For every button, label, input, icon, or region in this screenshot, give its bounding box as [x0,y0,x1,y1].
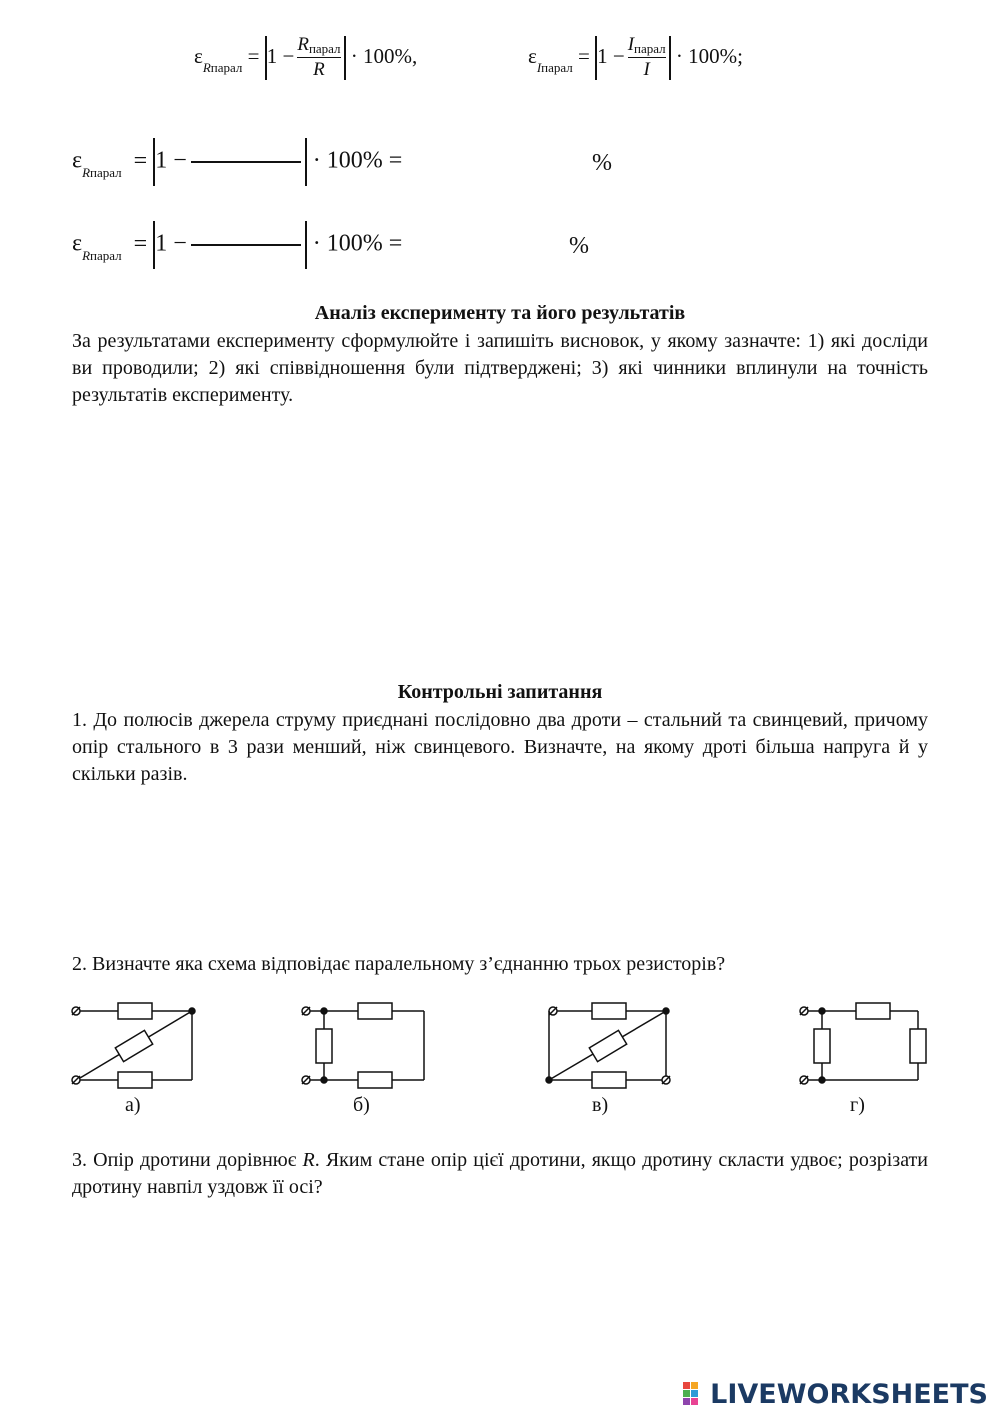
liveworksheets-logo [683,1379,988,1410]
fraction-r: $\frac{\text{Rпарал}}{R}$ [297,34,341,80]
caption-g: г) [850,1094,865,1116]
formula-fill-2: $\varepsilon_{Rпарал} = 1$ − · 100% = [72,221,402,269]
analysis-text: За результатами експерименту сформулюйте і запишіть висновок, у якому зазначте: 1) які досліди ви проводили; 2) які співвідношення були підтверджені; 3) які чинники вплинули на точність результатів експерименту. [72,330,928,406]
circuit-v[interactable] [546,1003,670,1088]
circuit-a[interactable] [72,1003,195,1088]
liveworksheets-logo-icon [683,1382,707,1408]
epsilon-i: ε [528,43,537,68]
percent-answer-1[interactable]: % [592,150,612,176]
questions-heading: Контрольні запитання [397,681,603,703]
liveworksheets-logo-text: LIVEWORKSHEETS [710,1379,988,1410]
formula-definitions-current: $\varepsilon_{Iпарал} = 1$ − $\frac{\text{Iпарал}}{I}$ · 100%; [528,34,743,80]
question-2: 2. Визначте яка схема відповідає паралельному з’єднанню трьох резисторів? [72,953,726,975]
fraction-blank[interactable] [191,161,301,163]
formula-fill-1: $\varepsilon_{Rпарал} = 1$ − · 100% = [72,138,402,186]
fraction-blank[interactable] [191,244,301,246]
epsilon-r: ε [194,43,203,68]
analysis-heading: Аналіз експерименту та його результатів [314,302,686,324]
caption-b: б) [353,1094,370,1116]
circuit-diagrams [0,995,1000,1095]
question-1: 1. До полюсів джерела струму приєднані послідовно два дроти – стальний та свинцевий, причому опір стального в 3 рази менший, ніж свинцевого. Визначте, на якому дроті більша напруга й у скільки разів. [72,709,928,785]
circuit-g[interactable] [800,1003,926,1084]
formula-definitions: $\varepsilon_{Rпарал} = 1$ − $\frac{\text{Rпарал}}{R}$ · 100%, [194,34,418,80]
question-3: 3. Опір дротини дорівнює R. Яким стане опір цієї дротини, якщо дротину скласти удвоє; розрізати дротину навпіл уздовж її осі? [72,1149,928,1198]
caption-v: в) [592,1094,609,1116]
caption-a: а) [125,1094,141,1116]
percent-answer-2[interactable]: % [569,233,589,259]
circuit-b[interactable] [302,1003,424,1088]
fraction-i: $\frac{\text{Iпарал}}{I}$ [627,34,666,80]
